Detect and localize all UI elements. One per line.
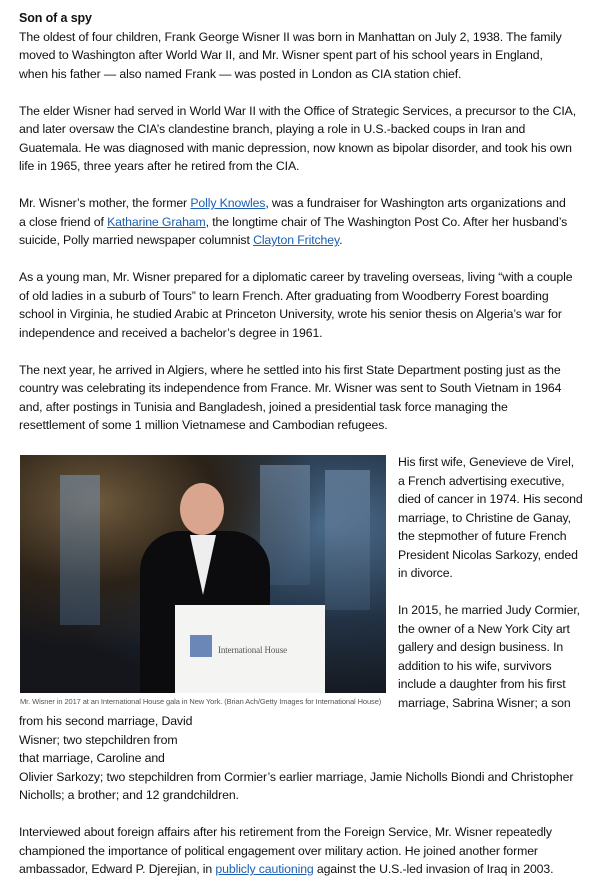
text: Mr. Wisner’s mother, the former — [19, 196, 191, 210]
text-line: gallery and design business. In — [398, 640, 564, 654]
photo-wisner-gala — [20, 455, 386, 693]
text-line: a French advertising executive, — [398, 473, 565, 488]
text: , the longtime chair of The Washington Post Co. After her husband’s — [205, 214, 568, 229]
text: a close friend of — [19, 214, 108, 229]
text-line: that marriage, Caroline and — [19, 751, 165, 765]
text-line: life in 1965, three years after he retired from the CIA. — [19, 159, 300, 173]
text: ambassador, Edward P. Djerejian, in — [19, 862, 216, 876]
text-line: resettlement of some 1 million Vietnamese and Cambodian refugees. — [19, 418, 388, 432]
text-line: independence and received a bachelor’s degree in 1961. — [19, 325, 323, 340]
text-line: In 2015, he married Judy Cormier, — [398, 603, 580, 617]
link-polly-knowles[interactable]: Polly Knowles — [190, 196, 266, 210]
text: suicide, Polly married newspaper columnist — [19, 233, 254, 247]
text-line: As a young man, Mr. Wisner prepared for a diplomatic career by traveling overseas, living “with a couple — [19, 270, 573, 284]
text-line: Olivier Sarkozy; two stepchildren from Cormier’s earlier marriage, Jamie Nicholls Biondi and Christopher — [19, 769, 574, 784]
photo-caption: Mr. Wisner in 2017 at an International House gala in New York. (Brian Ach/Getty Images for International House) — [20, 697, 382, 706]
text-line: the owner of a New York City art — [398, 621, 570, 636]
link-publicly-cautioning[interactable]: publicly cautioning — [215, 862, 314, 876]
text-line: and, after postings in Tunisia and Bangladesh, joined a presidential task force managing the — [19, 399, 508, 414]
text-line: marriage, to Christine de Ganay, — [398, 510, 571, 525]
text-line: include a daughter from his first — [398, 677, 566, 691]
text: against the U.S.-led invasion of Iraq in 2003. — [313, 862, 554, 876]
text-line: The elder Wisner had served in World War II with the Office of Strategic Services, a precursor to the CIA, — [19, 103, 577, 118]
text-line: President Nicolas Sarkozy, ended — [398, 547, 578, 562]
text-line: The next year, he arrived in Algiers, where he settled into his first State Department posting just as the — [19, 362, 561, 377]
paragraph-childhood — [19, 28, 591, 84]
text-line: His first wife, Genevieve de Virel, — [398, 455, 574, 469]
photo-figure — [20, 455, 386, 707]
text-line: The oldest of four children, Frank George Wisner II was born in Manhattan on July 2, 1938. The family — [19, 29, 562, 44]
link-clayton-fritchey[interactable]: Clayton Fritchey — [253, 233, 340, 247]
link-katharine-graham[interactable]: Katharine Graham — [107, 214, 206, 229]
text-line: addition to his wife, survivors — [398, 658, 552, 673]
text-line: Wisner; two stepchildren from — [19, 732, 178, 747]
paragraph-education — [19, 268, 591, 342]
text-line: from his second marriage, David — [19, 714, 193, 728]
text-line: moved to Washington after World War II, and Mr. Wisner spent part of his school years in England, — [19, 48, 543, 62]
text-line: school in Virginia, he studied Arabic at Princeton University, wrote his senior thesis on Algeria’s war for — [19, 307, 562, 321]
text-line: Guatemala. He was diagnosed with manic depression, now known as bipolar disorder, and took his own — [19, 140, 572, 155]
text: . — [339, 233, 343, 247]
international-house-logo-icon — [190, 635, 212, 657]
text-line: of old ladies in a suburb of Tours” to learn French. After graduating from Woodberry Forest boarding — [19, 288, 549, 303]
paragraph-mother — [19, 194, 591, 250]
text-line: Nicholls; a brother; and 12 grandchildren. — [19, 788, 239, 802]
text-line: the stepmother of future French — [398, 529, 567, 543]
section-heading: Son of a spy — [19, 11, 92, 25]
text-line: in divorce. — [398, 566, 453, 580]
text-line: country was celebrating its independence from France. Mr. Wisner was sent to South Vietnam in 1964 — [19, 381, 562, 395]
paragraph-career — [19, 361, 591, 435]
text-line: and later oversaw the CIA’s clandestine branch, playing a role in U.S.-backed coups in Iran and — [19, 122, 526, 136]
text-line: marriage, Sabrina Wisner; a son — [398, 695, 571, 710]
paragraph-foreign-affairs — [19, 823, 591, 879]
text: , was a fundraiser for Washington arts organizations and — [265, 196, 566, 210]
text-line: championed the importance of political engagement over military action. He joined another former — [19, 843, 538, 858]
text-line: when his father — also named Frank — was posted in London as CIA station chief. — [19, 66, 462, 81]
logo-text: International House — [218, 645, 287, 655]
paragraph-father — [19, 102, 591, 176]
text-line: Interviewed about foreign affairs after his retirement from the Foreign Service, Mr. Wisner repeatedly — [19, 825, 552, 839]
text-line: died of cancer in 1974. His second — [398, 492, 583, 506]
